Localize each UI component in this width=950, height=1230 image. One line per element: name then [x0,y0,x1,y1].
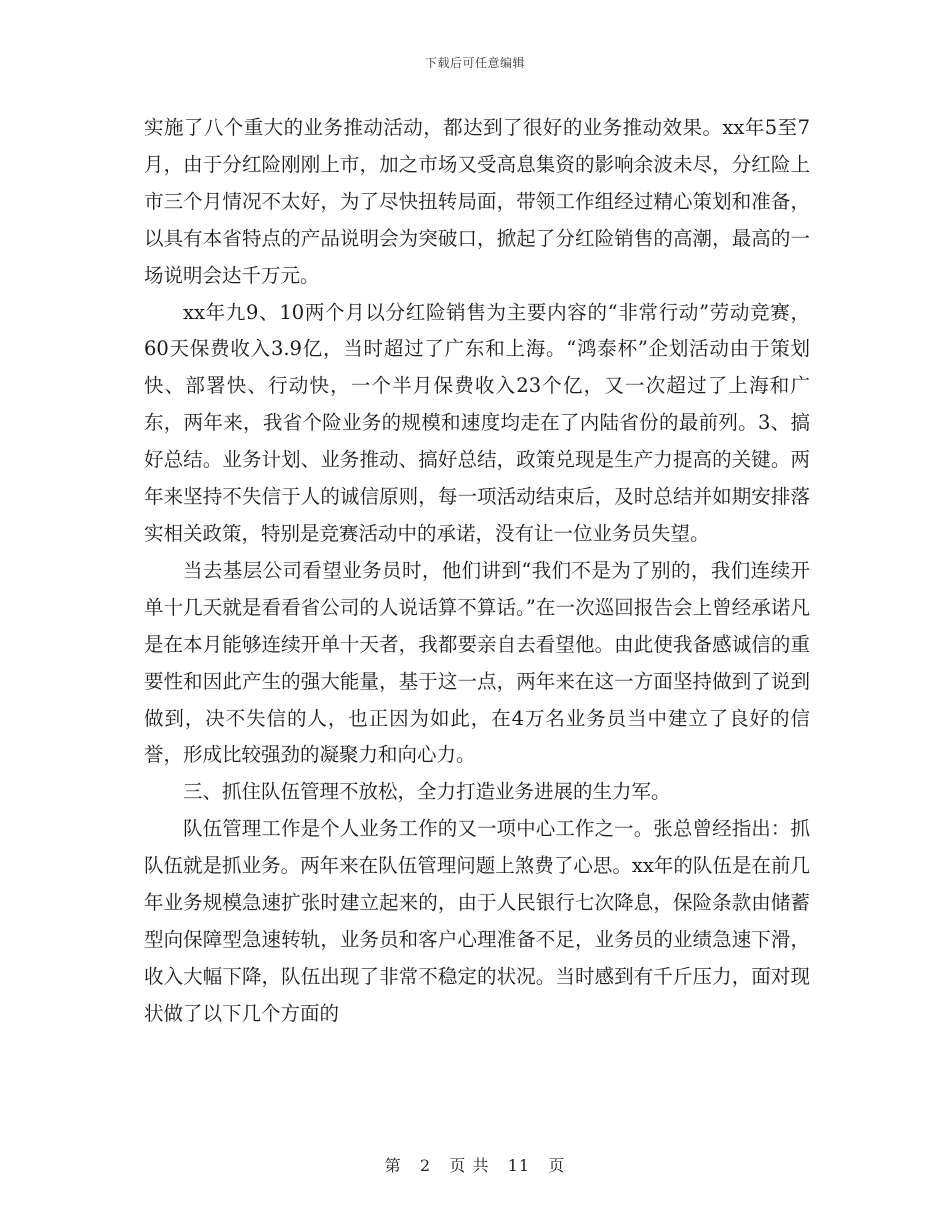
footer-prefix: 第 [384,1156,402,1175]
paragraph-2: xx年九9、10两个月以分红险销售为主要内容的“非常行动”劳动竞赛，60天保费收入3.9亿，当时超过了广东和上海。“鸿泰杯”企划活动由于策划快、部署快、行动快，一个半月保费收入23个亿，又一次超过了上海和广东，两年来，我省个险业务的规模和速度均走在了内陆省份的最前列。3、搞好总结。业务计划、业务推动、搞好总结，政策兑现是生产力提高的关键。两年来坚持不失信于人的诚信原则，每一项活动结束后，及时总结并如期安排落实相关政策，特别是竞赛活动中的承诺，没有让一位业务员失望。 [144,300,810,545]
paragraph-3: 当去基层公司看望业务员时，他们讲到“我们不是为了别的，我们连续开单十几天就是看看省公司的人说话算不算话。”在一次巡回报告会上曾经承诺凡是在本月能够连续开单十天者，我都要亲自去看望他。由此使我备感诚信的重要性和因此产生的强大能量，基于这一点，两年来在这一方面坚持做到了说到做到，决不失信的人，也正因为如此，在4万名业务员当中建立了良好的信誉，形成比较强劲的凝聚力和向心力。 [144,558,810,767]
footer-middle: 页 共 [449,1156,490,1175]
total-pages: 11 [507,1156,531,1175]
section-heading: 三、抓住队伍管理不放松，全力打造业务进展的生力军。 [183,780,671,804]
document-body [144,110,810,1033]
page-footer [0,1153,950,1176]
footer-suffix: 页 [548,1156,566,1175]
page-number: 2 [419,1156,432,1175]
paragraph-1: 实施了八个重大的业务推动活动，都达到了很好的业务推动效果。xx年5至7月，由于分红险刚刚上市，加之市场又受高息集资的影响余波未尽，分红险上市三个月情况不太好，为了尽快扭转局面，带领工作组经过精心策划和准备，以具有本省特点的产品说明会为突破口，掀起了分红险销售的高潮，最高的一场说明会达千万元。 [144,116,810,287]
paragraph-5: 队伍管理工作是个人业务工作的又一项中心工作之一。张总曾经指出：抓队伍就是抓业务。两年来在队伍管理问题上煞费了心思。xx年的队伍是在前几年业务规模急速扩张时建立起来的，由于人民银行七次降息，保险条款由储蓄型向保障型急速转轨，业务员和客户心理准备不足，业务员的业绩急速下滑，收入大幅下降，队伍出现了非常不稳定的状况。当时感到有千斤压力，面对现状做了以下几个方面的 [144,817,810,1025]
page-header: 下载后可任意编辑 [424,56,525,70]
